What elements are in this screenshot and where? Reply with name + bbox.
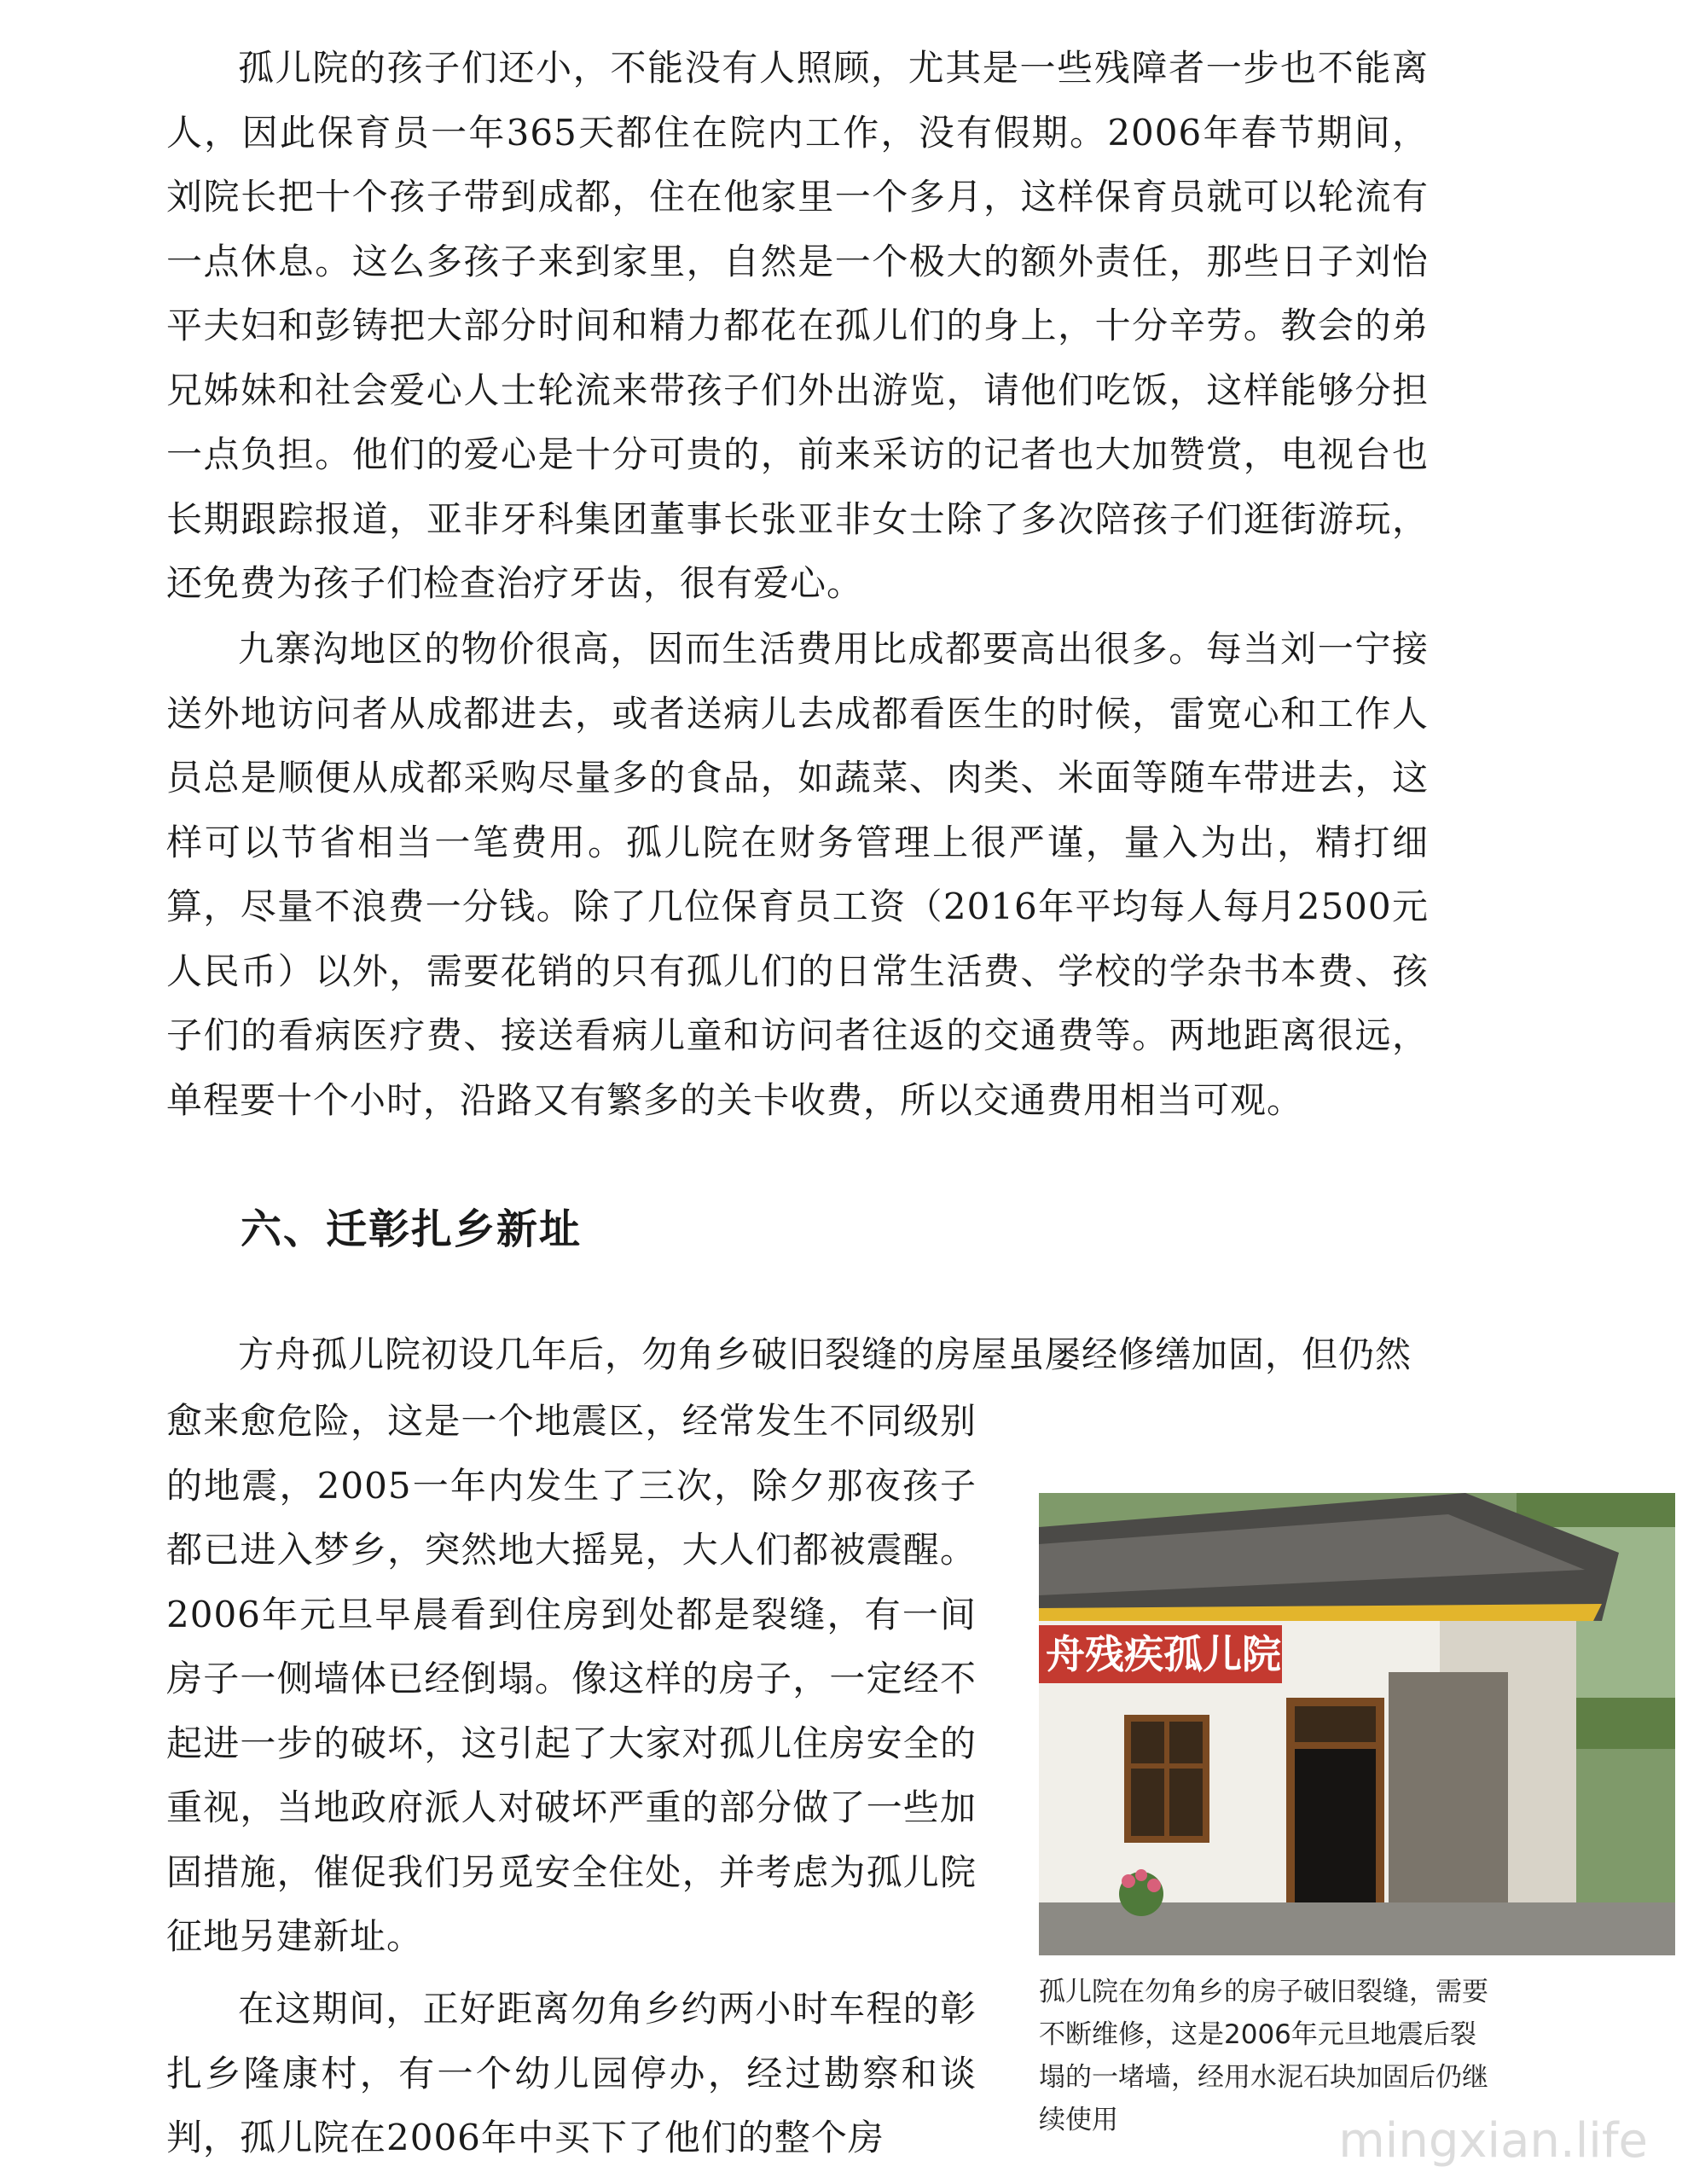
photo-banner-text: 舟残疾孤儿院 bbox=[1046, 1631, 1281, 1677]
orphanage-house-photo bbox=[1039, 1493, 1675, 1955]
section-heading: 六、迁彰扎乡新址 bbox=[241, 1205, 583, 1253]
paragraph-1: 孤儿院的孩子们还小，不能没有人照顾，尤其是一些残障者一步也不能离人，因此保育员一年365天都住在院内工作，没有假期。2006年春节期间，刘院长把十个孩子带到成都，住在他家里一个多月，这样保育员就可以轮流有一点休息。这么多孩子来到家里，自然是一个极大的额外责任，那些日子刘怡平夫妇和彭铸把大部分时间和精力都花在孤儿们的身上，十分辛劳。教会的弟兄姊妹和社会爱心人士轮流来带孩子们外出游览，请他们吃饭，这样能够分担一点负担。他们的爱心是十分可贵的，前来采访的记者也大加赞赏，电视台也长期跟踪报道，亚非牙科集团董事长张亚非女士除了多次陪孩子们逛街游玩，还免费为孩子们检查治疗牙齿，很有爱心。 bbox=[166, 47, 1429, 604]
paragraph-3-first-line: 方舟孤儿院初设几年后，勿角乡破旧裂缝的房屋虽屡经修缮加固，但仍然 bbox=[238, 1333, 1412, 1375]
paragraph-2: 九寨沟地区的物价很高，因而生活费用比成都要高出很多。每当刘一宁接送外地访问者从成都进去，或者送病儿去成都看医生的时候，雷宽心和工作人员总是顺便从成都采购尽量多的食品，如蔬菜、肉类、米面等随车带进去，这样可以节省相当一笔费用。孤儿院在财务管理上很严谨，量入为出，精打细算，尽量不浪费一分钱。除了几位保育员工资（2016年平均每人每月2500元人民币）以外，需要花销的只有孤儿们的日常生活费、学校的学杂书本费、孩子们的看病医疗费、接送看病儿童和访问者往返的交通费等。两地距离很远，单程要十个小时，沿路又有繁多的关卡收费，所以交通费用相当可观。 bbox=[166, 628, 1429, 1121]
watermark-text: mingxian.life bbox=[1338, 2113, 1648, 2169]
paragraph-4: 在这期间，正好距离勿角乡约两小时车程的彰扎乡隆康村，有一个幼儿园停办，经过勘察和谈判，孤儿院在2006年中买下了他们的整个房 bbox=[166, 1988, 977, 2158]
paragraph-3-continued: 愈来愈危险，这是一个地震区，经常发生不同级别的地震，2005一年内发生了三次，除夕那夜孩子都已进入梦乡，突然地大摇晃，大人们都被震醒。2006年元旦早晨看到住房到处都是裂缝，有一间房子一侧墙体已经倒塌。像这样的房子，一定经不起进一步的破坏，这引起了大家对孤儿住房安全的重视，当地政府派人对破坏严重的部分做了一些加固措施，催促我们另觅安全住处，并考虑为孤儿院征地另建新址。 bbox=[166, 1400, 977, 1957]
photo-caption: 孤儿院在勿角乡的房子破旧裂缝，需要不断维修，这是2006年元旦地震后裂塌的一堵墙，经用水泥石块加固后仍继续使用 bbox=[1039, 1977, 1488, 2135]
